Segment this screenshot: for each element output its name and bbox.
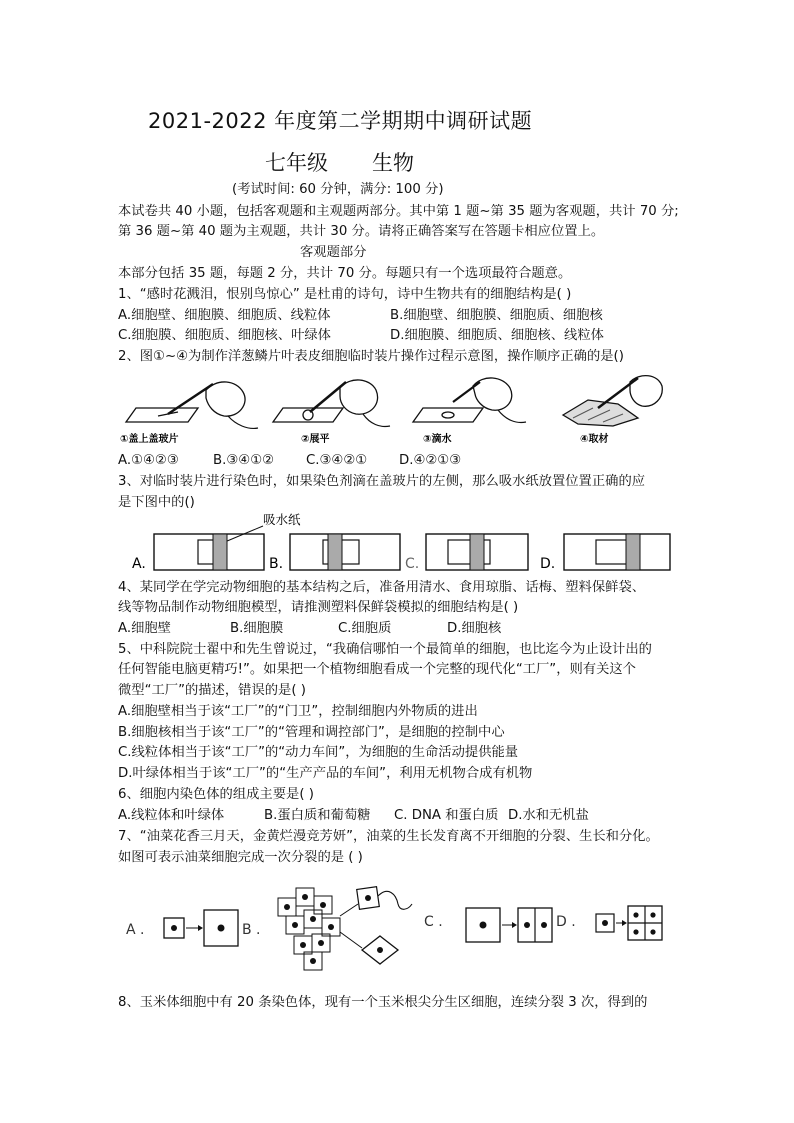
q3-stem-line-2: 是下图中的() [118, 495, 195, 510]
q3-stem-line-1: 3、对临时装片进行染色时，如果染色剂滴在盖玻片的左侧，那么吸水纸放置位置正确的应 [118, 474, 646, 489]
q4-option-d: D.细胞核 [447, 621, 502, 636]
q3-option-a-slide [154, 534, 264, 570]
q7-cell-division-figure [118, 876, 668, 982]
q2-fig-label-4: ④取材 [580, 434, 609, 445]
q6-option-d: D.水和无机盐 [508, 808, 589, 823]
q3-option-a-label: A. [132, 556, 146, 572]
q5-option-a: A.细胞壁相当于该“工厂”的“门卫”，控制细胞内外物质的进出 [118, 704, 478, 719]
q2-option-d: D.④②①③ [399, 453, 462, 468]
q6-option-c: C. DNA 和蛋白质 [394, 808, 499, 823]
q6-option-a: A.线粒体和叶绿体 [118, 808, 225, 823]
q4-option-c: C.细胞质 [338, 621, 392, 636]
q7-option-d-label: D . [556, 914, 576, 930]
q5-option-c: C.线粒体相当于该“工厂”的“动力车间”，为细胞的生命活动提供能量 [118, 745, 519, 760]
q7-option-a-label: A . [126, 922, 145, 938]
q3-blotting-paper-label: 吸水纸 [263, 512, 301, 527]
q4-option-a: A.细胞壁 [118, 621, 171, 636]
intro-line-1: 本试卷共 40 小题，包括客观题和主观题两部分。其中第 1 题~第 35 题为客观题，共计 70 分; [118, 204, 679, 219]
q2-step1-illustration [126, 382, 258, 428]
q2-fig-label-3: ③滴水 [423, 434, 452, 445]
section-description: 本部分包括 35 题，每题 2 分，共计 70 分。每题只有一个选项最符合题意。 [118, 266, 572, 281]
q2-stem: 2、图①~④为制作洋葱鳞片叶表皮细胞临时装片操作过程示意图，操作顺序正确的是() [118, 349, 624, 364]
q4-stem-line-2: 线等物品制作动物细胞模型，请推测塑料保鲜袋模拟的细胞结构是( ) [118, 600, 519, 615]
q7-option-c-cells [466, 908, 552, 942]
q5-option-b: B.细胞核相当于该“工厂”的“管理和调控部门”，是细胞的控制中心 [118, 725, 505, 740]
q7-option-b-cells [278, 887, 412, 970]
q2-option-c: C.③④②① [306, 453, 368, 468]
q2-fig-label-1: ①盖上盖玻片 [120, 434, 179, 445]
intro-line-2: 第 36 题~第 40 题为主观题，共计 30 分。请将正确答案写在答题卡相应位置上。 [118, 224, 605, 239]
q4-option-b: B.细胞膜 [230, 621, 284, 636]
q7-option-c-label: C . [424, 914, 443, 930]
q2-option-a: A.①④②③ [118, 453, 179, 468]
q5-stem-line-1: 5、中科院院士翟中和先生曾说过，“我确信哪怕一个最简单的细胞，也比迄今为止设计出的 [118, 642, 652, 657]
q7-stem-line-1: 7、“油菜花香三月天，金黄烂漫竞芳妍”，油菜的生长发育离不开细胞的分裂、生长和分化。 [118, 829, 659, 844]
page-title: 2021-2022 年度第二学期期中调研试题 [148, 109, 533, 133]
q2-slide-procedure-figure [118, 370, 663, 448]
q3-option-c-slide [426, 534, 528, 570]
q7-option-d-cells [596, 906, 662, 940]
q3-option-d-label: D. [540, 556, 556, 572]
q5-stem-line-2: 任何智能电脑更精巧!”。如果把一个植物细胞看成一个完整的现代化“工厂”，则有关这个 [118, 662, 636, 677]
q3-option-b-label: B. [269, 556, 284, 572]
exam-info: (考试时间: 60 分钟，满分: 100 分) [232, 182, 444, 197]
q6-stem: 6、细胞内染色体的组成主要是( ) [118, 787, 314, 802]
q5-stem-line-3: 微型“工厂”的描述，错误的是( ) [118, 683, 306, 698]
section-heading: 客观题部分 [300, 245, 367, 260]
q3-option-c-label: C. [405, 556, 420, 572]
q1-option-c: C.细胞膜、细胞质、细胞核、叶绿体 [118, 328, 331, 343]
q3-blotting-paper-figure [118, 512, 678, 576]
q3-option-b-slide [290, 534, 400, 570]
q4-stem-line-1: 4、某同学在学完动物细胞的基本结构之后，准备用清水、食用琼脂、话梅、塑料保鲜袋、 [118, 580, 646, 595]
grade-label: 七年级 [265, 151, 328, 175]
q2-step4-illustration [563, 376, 662, 426]
q2-fig-label-2: ②展平 [301, 434, 330, 445]
q5-option-d: D.叶绿体相当于该“工厂”的“生产产品的车间”，利用无机物合成有机物 [118, 766, 533, 781]
q6-option-b: B.蛋白质和葡萄糖 [264, 808, 371, 823]
q1-option-b: B.细胞壁、细胞膜、细胞质、细胞核 [390, 308, 603, 323]
q2-option-b: B.③④①② [213, 453, 275, 468]
q8-stem: 8、玉米体细胞中有 20 条染色体，现有一个玉米根尖分生区细胞，连续分裂 3 次，得到的 [118, 995, 648, 1010]
q2-step2-illustration [273, 380, 390, 427]
subject-label: 生物 [372, 151, 414, 175]
q7-option-b-label: B . [242, 922, 261, 938]
q2-step3-illustration [413, 378, 526, 423]
q1-option-a: A.细胞壁、细胞膜、细胞质、线粒体 [118, 308, 331, 323]
q7-stem-line-2: 如图可表示油菜细胞完成一次分裂的是 ( ) [118, 850, 363, 865]
q1-option-d: D.细胞膜、细胞质、细胞核、线粒体 [390, 328, 604, 343]
q7-option-a-cells [164, 910, 238, 946]
q3-option-d-slide [564, 534, 670, 570]
q1-stem: 1、“感时花溅泪，恨别鸟惊心” 是杜甫的诗句，诗中生物共有的细胞结构是( ) [118, 287, 572, 302]
